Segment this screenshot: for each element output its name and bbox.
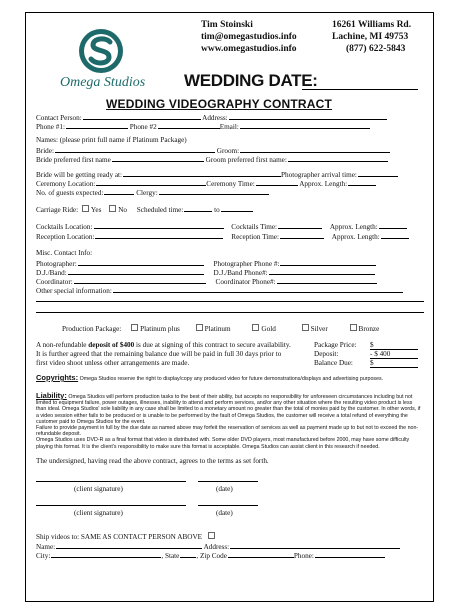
balance-due-field[interactable]: $ bbox=[370, 359, 418, 368]
package-silver-label: Silver bbox=[310, 325, 328, 333]
reception-length-label: Approx. Length: bbox=[331, 233, 380, 241]
ceremony-length-field[interactable] bbox=[348, 178, 376, 186]
ship-city-field[interactable] bbox=[51, 550, 161, 558]
ship-same-checkbox[interactable] bbox=[208, 532, 215, 539]
address-label: Address: bbox=[202, 114, 228, 122]
photographer-phone-field[interactable] bbox=[280, 258, 376, 266]
package-bronze-checkbox[interactable] bbox=[350, 324, 357, 331]
contact-person-label: Contact Person: bbox=[36, 114, 82, 122]
cocktails-time-label: Cocktails Time: bbox=[231, 223, 278, 231]
other-info-field[interactable] bbox=[113, 285, 403, 293]
logo-brand-name: Omega Studios bbox=[60, 75, 146, 90]
other-info-label: Other special information: bbox=[36, 287, 112, 295]
header-street: 16261 Williams Rd. bbox=[332, 20, 412, 30]
reception-location-label: Reception Location: bbox=[36, 233, 95, 241]
coordinator-phone-label: Coordinator Phone#: bbox=[215, 278, 276, 286]
reception-length-field[interactable] bbox=[381, 231, 409, 239]
photographer-phone-label: Photographer Phone #: bbox=[213, 260, 280, 268]
dj-label: D.J./Band: bbox=[36, 269, 67, 277]
cocktails-time-field[interactable] bbox=[278, 221, 322, 229]
header-email: tim@omegastudios.info bbox=[201, 32, 297, 42]
email-field[interactable] bbox=[240, 121, 370, 129]
date-caption-2: (date) bbox=[216, 509, 233, 517]
dj-phone-label: D.J./Band Phone#: bbox=[213, 269, 268, 277]
deposit-line-1 bbox=[36, 341, 291, 349]
package-bronze-label: Bronze bbox=[358, 325, 380, 333]
date-line-1[interactable] bbox=[198, 481, 258, 482]
wedding-date-label: WEDDING DATE: bbox=[184, 71, 318, 90]
email-label: Email: bbox=[219, 123, 239, 131]
other-info-row bbox=[36, 285, 403, 295]
coordinator-field[interactable] bbox=[74, 276, 206, 284]
cocktails-length-label: Approx. Length: bbox=[329, 223, 378, 231]
bride-label: Bride: bbox=[36, 147, 54, 155]
wedding-date-field[interactable] bbox=[302, 89, 418, 90]
ship-city-row bbox=[36, 550, 385, 560]
ship-phone-label: Phone: bbox=[293, 552, 314, 560]
dj-phone-field[interactable] bbox=[269, 267, 375, 275]
package-label: Production Package: bbox=[62, 325, 122, 333]
other-info-line-2[interactable] bbox=[36, 301, 424, 302]
ceremony-location-label: Ceremony Location: bbox=[36, 180, 96, 188]
carriage-label: Carriage Ride: bbox=[36, 206, 79, 214]
phone2-label: Phone #2 bbox=[129, 123, 157, 131]
coordinator-label: Coordinator: bbox=[36, 278, 73, 286]
ship-city-label: City: bbox=[36, 552, 51, 560]
bride-field[interactable] bbox=[55, 145, 215, 153]
cocktails-length-field[interactable] bbox=[379, 221, 407, 229]
ship-phone-field[interactable] bbox=[315, 550, 385, 558]
agreement-text: The undersigned, having read the above contract, agrees to the terms as set forth. bbox=[36, 457, 269, 465]
photographer-arrival-field[interactable] bbox=[358, 169, 398, 177]
omega-studios-logo bbox=[56, 25, 154, 95]
ceremony-time-label: Ceremony Time: bbox=[206, 180, 255, 188]
photographer-label: Photographer: bbox=[36, 260, 77, 268]
ship-name-label: Name: bbox=[36, 543, 56, 551]
client-signature-caption-2: (client signature) bbox=[74, 509, 123, 517]
header-name: Tim Stoinski bbox=[201, 20, 253, 30]
client-signature-line-2[interactable] bbox=[36, 505, 186, 506]
carriage-yes-checkbox[interactable] bbox=[82, 205, 89, 212]
bride-first-field[interactable] bbox=[112, 154, 204, 162]
ship-state-label: , State bbox=[161, 552, 180, 560]
liability-heading: Liability: bbox=[36, 391, 67, 400]
copyrights-text: Omega Studios reserve the right to display/copy any produced video for future demonstrations/displays and advertising purposes. bbox=[79, 376, 384, 382]
ship-zip-label: , Zip Code bbox=[196, 552, 227, 560]
contact-person-field[interactable] bbox=[83, 112, 201, 120]
ship-address-field[interactable] bbox=[230, 541, 400, 549]
deposit-value: - $ 400 bbox=[370, 350, 418, 359]
package-row bbox=[62, 324, 379, 333]
ship-zip-field[interactable] bbox=[228, 550, 294, 558]
bride-ready-field[interactable] bbox=[123, 169, 281, 177]
balance-due-label: Balance Due: bbox=[314, 359, 353, 367]
package-price-label: Package Price: bbox=[314, 341, 357, 349]
ship-address-label: Address: bbox=[203, 543, 230, 551]
other-info-line-3[interactable] bbox=[36, 312, 424, 313]
guests-row bbox=[36, 187, 269, 197]
groom-first-field[interactable] bbox=[288, 154, 388, 162]
package-platinum-checkbox[interactable] bbox=[196, 324, 203, 331]
package-platinum-plus-label: Platinum plus bbox=[140, 325, 180, 333]
reception-time-label: Reception Time: bbox=[231, 233, 279, 241]
ship-to-label: Ship videos to: SAME AS CONTACT PERSON ABOVE bbox=[36, 533, 203, 541]
carriage-row bbox=[36, 204, 253, 214]
dj-field[interactable] bbox=[68, 267, 204, 275]
package-gold-checkbox[interactable] bbox=[252, 324, 259, 331]
scheduled-time-label: Scheduled time: bbox=[136, 206, 184, 214]
contract-page bbox=[25, 12, 434, 602]
bride-ready-label: Bride will be getting ready at: bbox=[36, 171, 123, 179]
phone-row bbox=[36, 121, 370, 131]
deposit-label: Deposit: bbox=[314, 350, 339, 358]
carriage-yes-label: Yes bbox=[90, 206, 102, 214]
bride-first-label: Bride preferred first name bbox=[36, 156, 111, 164]
ship-name-field[interactable] bbox=[56, 541, 202, 549]
photographer-field[interactable] bbox=[78, 258, 204, 266]
header-city: Lachine, MI 49753 bbox=[332, 32, 409, 42]
cocktails-location-label: Cocktails Location: bbox=[36, 223, 93, 231]
deposit-line-3: first video shoot unless other arrangements are made. bbox=[36, 359, 190, 367]
deposit-amount-bold: deposit of $400 bbox=[88, 341, 135, 349]
groom-field[interactable] bbox=[240, 145, 390, 153]
reception-location-field[interactable] bbox=[95, 231, 223, 239]
deposit-text-post: is due at signing of this contract to secure availability. bbox=[134, 341, 291, 349]
ceremony-length-label: Approx. Length: bbox=[299, 180, 348, 188]
ceremony-time-field[interactable] bbox=[256, 178, 298, 186]
liability-section bbox=[36, 393, 424, 450]
carriage-no-checkbox[interactable] bbox=[109, 205, 116, 212]
scheduled-to-field[interactable] bbox=[221, 204, 253, 212]
contract-title: WEDDING VIDEOGRAPHY CONTRACT bbox=[106, 97, 333, 111]
package-gold-label: Gold bbox=[261, 325, 276, 333]
names-note: Names: (please print full name if Platinum Package) bbox=[36, 136, 187, 144]
clergy-label: Clergy: bbox=[136, 189, 158, 197]
date-line-2[interactable] bbox=[198, 505, 258, 506]
guests-label: No. of guests expected: bbox=[36, 189, 104, 197]
phone1-field[interactable] bbox=[66, 121, 128, 129]
address-field[interactable] bbox=[229, 112, 387, 120]
copyrights-section bbox=[36, 375, 424, 382]
reception-time-field[interactable] bbox=[280, 231, 324, 239]
deposit-line-2: It is further agreed that the remaining balance due will be paid in full 30 days prior to bbox=[36, 350, 282, 358]
phone1-label: Phone #1: bbox=[36, 123, 65, 131]
scheduled-from-field[interactable] bbox=[184, 204, 212, 212]
to-label: to bbox=[214, 206, 220, 214]
date-caption-1: (date) bbox=[216, 485, 233, 493]
client-signature-line-1[interactable] bbox=[36, 481, 186, 482]
groom-label: Groom: bbox=[216, 147, 240, 155]
groom-first-label: Groom preferred first name: bbox=[205, 156, 287, 164]
package-silver-checkbox[interactable] bbox=[302, 324, 309, 331]
carriage-no-label: No bbox=[118, 206, 127, 214]
coordinator-phone-field[interactable] bbox=[277, 276, 377, 284]
ship-to-row bbox=[36, 532, 217, 541]
package-price-field[interactable]: $ bbox=[370, 341, 418, 350]
ceremony-location-field[interactable] bbox=[96, 178, 206, 186]
misc-heading: Misc. Contact Info: bbox=[36, 249, 93, 257]
liability-text: Omega Studios will perform production tasks to the best of their ability, but accepts no responsibility for unforeseen circumstances including but not limited to equipment failure, power outages, illnesses, inability to attend and perform services, and/or any other situation where the resulting video product is less than ideal. Omega Studios' sole liability in any case shall be limited to a monetary amount no greater than the total of monies paid by the customer. In other words, if a video session either fails to be produced or is unable to be performed by the fault of Omega Studios, the customer will receive a total refund of everything the customer paid to Omega Studios for the event. bbox=[36, 394, 421, 425]
liability-dvd-text: Omega Studios uses DVD-R as a final format that video is distributed with. Some older DVD players, most manufactured before 2000, may have some difficulty playing this format. It is the client's responsibility to make sure this format is acceptable. Omega Studios can assist client in this research if needed. bbox=[36, 437, 410, 450]
phone2-field[interactable] bbox=[158, 121, 220, 129]
copyrights-heading: Copyrights: bbox=[36, 373, 79, 382]
clergy-field[interactable] bbox=[159, 187, 269, 195]
deposit-text-pre: A non-refundable bbox=[36, 341, 89, 349]
header-website: www.omegastudios.info bbox=[201, 44, 297, 54]
package-platinum-label: Platinum bbox=[204, 325, 231, 333]
ship-state-field[interactable] bbox=[180, 550, 196, 558]
package-platinum-plus-checkbox[interactable] bbox=[131, 324, 138, 331]
preferred-names-row bbox=[36, 154, 388, 164]
reception-row bbox=[36, 231, 409, 241]
guests-field[interactable] bbox=[104, 187, 134, 195]
liability-payment-text: Failure to provide payment in full by the due date as named above may forfeit the reservation of services as well as payment made up to but not to exceed the non-refundable deposit. bbox=[36, 425, 419, 438]
client-signature-caption-1: (client signature) bbox=[74, 485, 123, 493]
photographer-arrival-label: Photographer arrival time: bbox=[281, 171, 357, 179]
cocktails-row bbox=[36, 221, 407, 231]
header-phone: (877) 622-5843 bbox=[346, 44, 406, 54]
cocktails-location-field[interactable] bbox=[94, 221, 224, 229]
